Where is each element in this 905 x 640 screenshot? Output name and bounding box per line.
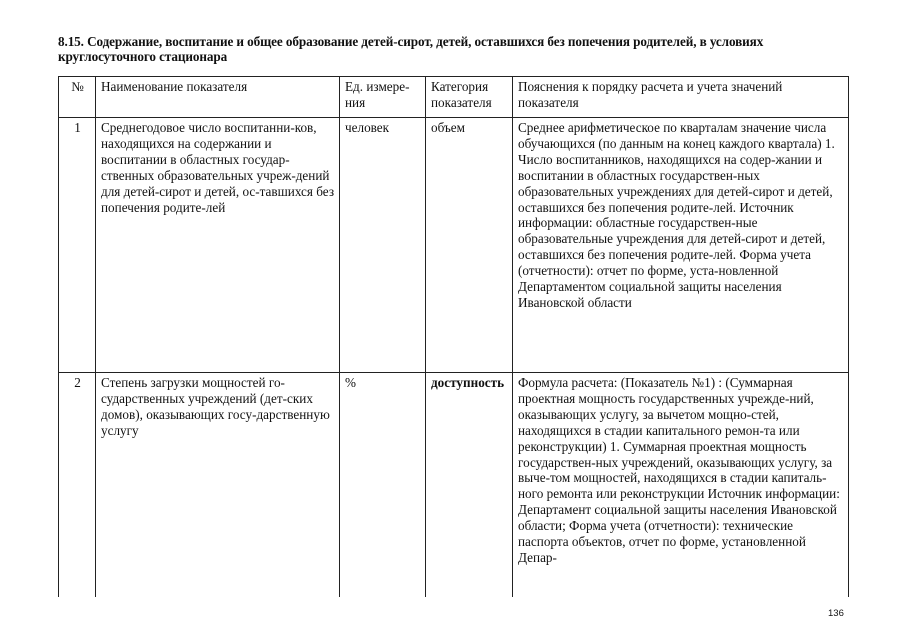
indicator-category: доступность: [426, 373, 513, 598]
table-row: [59, 118, 849, 373]
row-number: 2: [59, 373, 96, 598]
page-number: 136: [828, 608, 844, 619]
table-header-row: [59, 77, 849, 118]
indicator-explanation: Формула расчета: (Показатель №1) : (Суммарная проектная мощность государственных учрежде-ний, оказывающих услугу, за вычетом мощно-стей, находящихся в стадии капитального ремон-та или реконструкции) 1. Суммарная проектная мощность государствен-ных учреждений, оказывающих услугу, за выче-том мощностей, находящихся в стадии капиталь-ного ремонта или реконструкции Источник информации: Департамент социальной защиты населения Ивановской области; Форма учета (отчетности): технические паспорта объектов, отчет по форме, установленной Депар-: [513, 373, 849, 598]
table-row: [59, 373, 849, 598]
indicator-name: Среднегодовое число воспитанни-ков, находящихся на содержании и воспитании в областных государ-ственных образовательных учреж-дений для детей-сирот и детей, ос-тавшихся без попечения родите-лей: [96, 118, 340, 373]
col-header-category: Категория показателя: [426, 77, 513, 118]
indicator-unit: человек: [340, 118, 426, 373]
indicator-explanation: Среднее арифметическое по кварталам значение числа обучающихся (по данным на конец каждого квартала) 1. Число воспитанников, находящихся на содер-жании и воспитании в областных государствен-ных образовательных учреждениях для детей-сирот и детей, оставшихся без попечения родите-лей. Источник информации: областные государствен-ные образовательные учреждения для детей-сирот и детей, оставшихся без попечения родите-лей. Форма учета (отчетности): отчет по форме, уста-новленной Департаментом социальной защиты населения Ивановской области: [513, 118, 849, 373]
indicators-table: [58, 76, 849, 597]
col-header-name: Наименование показателя: [96, 77, 340, 118]
indicator-unit: %: [340, 373, 426, 598]
indicator-name: Степень загрузки мощностей го-сударственных учреждений (дет-ских домов), оказывающих госу-дарственную услугу: [96, 373, 340, 598]
col-header-explanation: Пояснения к порядку расчета и учета значений показателя: [513, 77, 849, 118]
col-header-unit: Ед. измере-ния: [340, 77, 426, 118]
col-header-number: №: [59, 77, 96, 118]
section-heading: 8.15. Содержание, воспитание и общее образование детей-сирот, детей, оставшихся без попечения родителей, в условиях круглосуточного стационара: [58, 34, 764, 64]
row-number: 1: [59, 118, 96, 373]
indicator-category: объем: [426, 118, 513, 373]
